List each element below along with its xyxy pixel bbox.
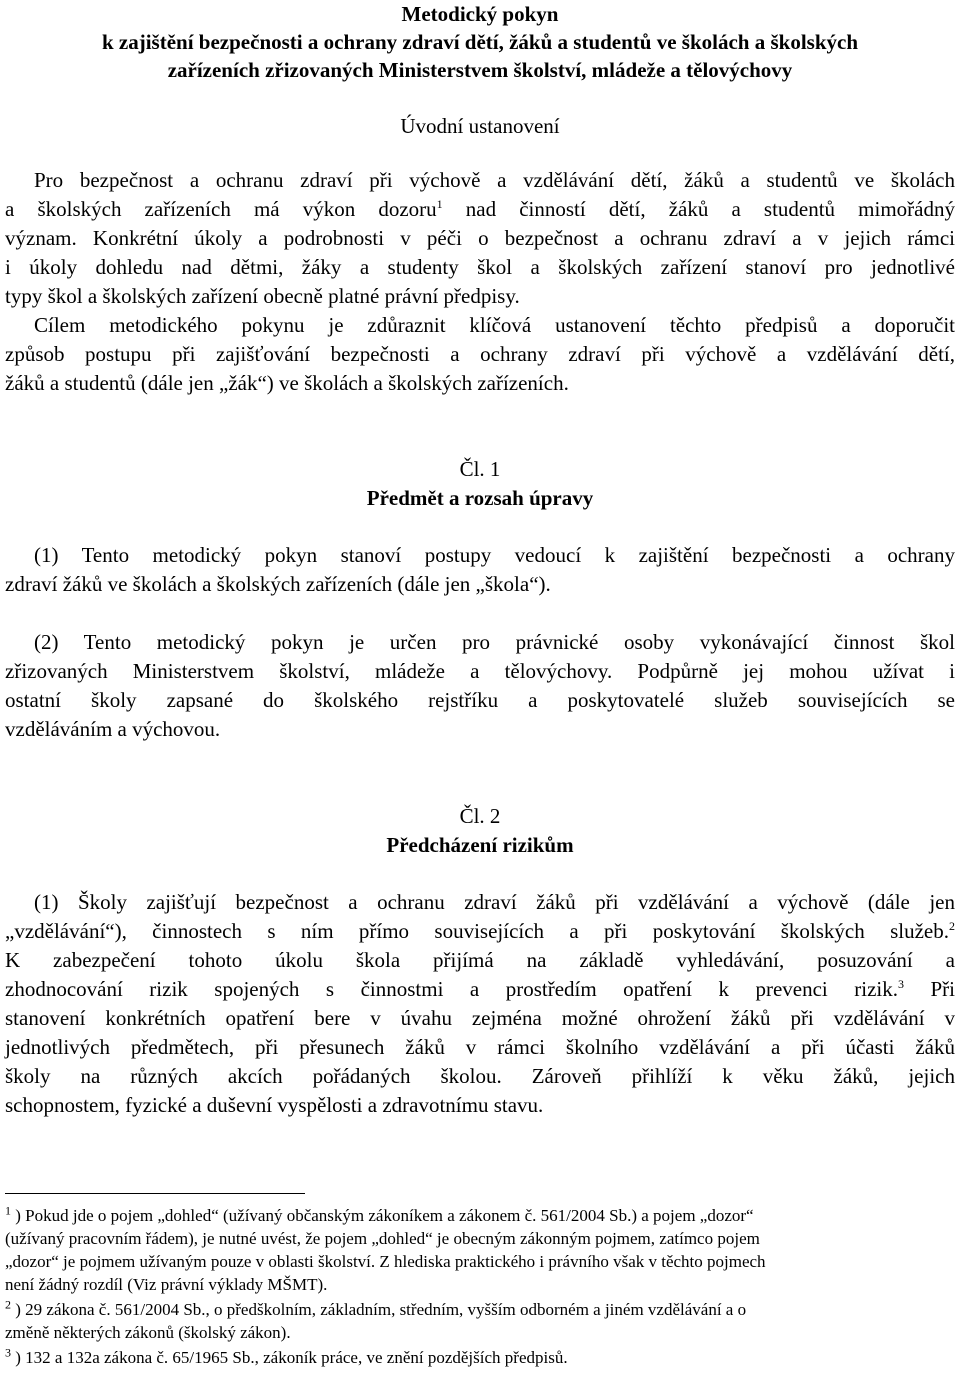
footnote-line: „dozor“ je pojmem užívaným pouze v oblasti školství. Z hlediska praktického i právního však v těchto pojmech: [5, 1252, 766, 1271]
text-line: schopnostem, fyzické a duševní vyspělosti a zdravotnímu stavu.: [5, 1093, 544, 1117]
text-line: Pro bezpečnost a ochranu zdraví při výchově a vzdělávání dětí, žáků a studentů ve školách: [34, 168, 955, 192]
footnote-line: $^1$ ) Pokud jde o pojem „dohled“ (užívaný občanským zákoníkem a zákonem č. 561/2004 Sb.) a pojem „dozor“: [5, 1203, 754, 1225]
article-2-title: Předcházení rizikům: [386, 833, 574, 857]
text-line: stanovení konkrétních opatření bere v úvahu zejména možné ohrožení žáků při vzdělávání v: [5, 1006, 955, 1030]
intro-heading: Úvodní ustanovení: [400, 114, 560, 138]
text-line: význam. Konkrétní úkoly a podrobnosti v péči o bezpečnost a ochranu zdraví a v jejich rámci: [5, 226, 955, 250]
article-1-paragraph-1: [5, 541, 955, 599]
footnote-ref-2: 2: [949, 919, 955, 933]
footnote-ref-3: 3: [898, 977, 904, 991]
text-line: a školských zařízeních má výkon dozoru$^1$ nad činností dětí, žáků a studentů mimořádný: [5, 197, 955, 221]
text-line: způsob postupu při zajišťování bezpečnosti a ochrany zdraví při výchově a vzdělávání dětí,: [5, 342, 955, 366]
article-2-paragraph-1: [5, 888, 955, 1120]
text-line: (2) Tento metodický pokyn je určen pro právnické osoby vykonávající činnost škol: [34, 630, 955, 654]
article-1-title: Předmět a rozsah úpravy: [366, 486, 594, 510]
footnote-2: [5, 1298, 955, 1344]
text-line: Cílem metodického pokynu je zdůraznit klíčová ustanovení těchto předpisů a doporučit: [34, 313, 955, 337]
document-title: Metodický pokyn: [401, 2, 559, 26]
text-line: K zabezpečení tohoto úkolu škola přijímá na základě vyhledávání, posuzování a: [5, 948, 955, 972]
text-line: „vzdělávání“), činnostech s ním přímo souvisejících a při poskytování školských služeb.$^2$: [5, 919, 955, 943]
footnote-line: $^3$ ) 132 a 132a zákona č. 65/1965 Sb., zákoník práce, ve znění pozdějších předpisů.: [5, 1345, 568, 1367]
footnote-number-2: 2: [5, 1297, 11, 1312]
text-line: vzděláváním a výchovou.: [5, 717, 221, 741]
footnote-number-3: 3: [5, 1345, 11, 1360]
text-line: typy škol a školských zařízení obecně platné právní předpisy.: [5, 284, 520, 308]
article-2-number: Čl. 2: [459, 804, 501, 828]
footnote-1: [5, 1204, 955, 1296]
document-subtitle-line-2: zařízeních zřizovaných Ministerstvem školství, mládeže a tělovýchovy: [167, 58, 793, 82]
text-line: (1) Školy zajišťují bezpečnost a ochranu zdraví žáků při vzdělávání a výchově (dále jen: [34, 890, 955, 914]
footnote-3: [5, 1346, 955, 1369]
text-line: žáků a studentů (dále jen „žák“) ve školách a školských zařízeních.: [5, 371, 569, 395]
footnote-separator: [5, 1193, 305, 1194]
footnote-number-1: 1: [5, 1203, 11, 1218]
text-line: zřizovaných Ministerstvem školství, mládeže a tělovýchovy. Podpůrně jej mohou užívat i: [5, 659, 955, 683]
article-1-paragraph-2: [5, 628, 955, 744]
text-line: školy na různých akcích pořádaných školou. Zároveň přihlíží k věku žáků, jejich: [5, 1064, 955, 1088]
document-subtitle-line-1: k zajištění bezpečnosti a ochrany zdraví dětí, žáků a studentů ve školách a školských: [101, 30, 859, 54]
footnote-line: změně některých zákonů (školský zákon).: [5, 1323, 291, 1342]
text-line: zdraví žáků ve školách a školských zařízeních (dále jen „škola“).: [5, 572, 551, 596]
article-1-number: Čl. 1: [459, 457, 501, 481]
text-line: ostatní školy zapsané do školského rejstříku a poskytovatelé služeb souvisejících se: [5, 688, 955, 712]
text-line: i úkoly dohledu nad dětmi, žáky a studenty škol a školských zařízení stanoví pro jednotlivé: [5, 255, 955, 279]
intro-paragraph-2: [5, 311, 955, 398]
text-line: zhodnocování rizik spojených s činnostmi a prostředím opatření k prevenci rizik.$^3$ Při: [5, 977, 955, 1001]
intro-paragraph-1: [5, 166, 955, 311]
footnote-line: $^2$ ) 29 zákona č. 561/2004 Sb., o předškolním, základním, středním, vyšším odborném a jiném vzdělávání a o: [5, 1297, 747, 1319]
footnote-line: (užívaný pracovním řádem), je nutné uvést, že pojem „dohled“ je obecným zákonným pojmem, zatímco pojem: [5, 1229, 760, 1248]
footnote-line: není žádný rozdíl (Viz právní výklady MŠMT).: [5, 1275, 328, 1294]
footnote-ref-1: 1: [436, 197, 443, 211]
text-line: (1) Tento metodický pokyn stanoví postupy vedoucí k zajištění bezpečnosti a ochrany: [34, 543, 955, 567]
text-line: jednotlivých předmětech, při přesunech žáků v rámci školního vzdělávání a při účasti žáků: [5, 1035, 955, 1059]
